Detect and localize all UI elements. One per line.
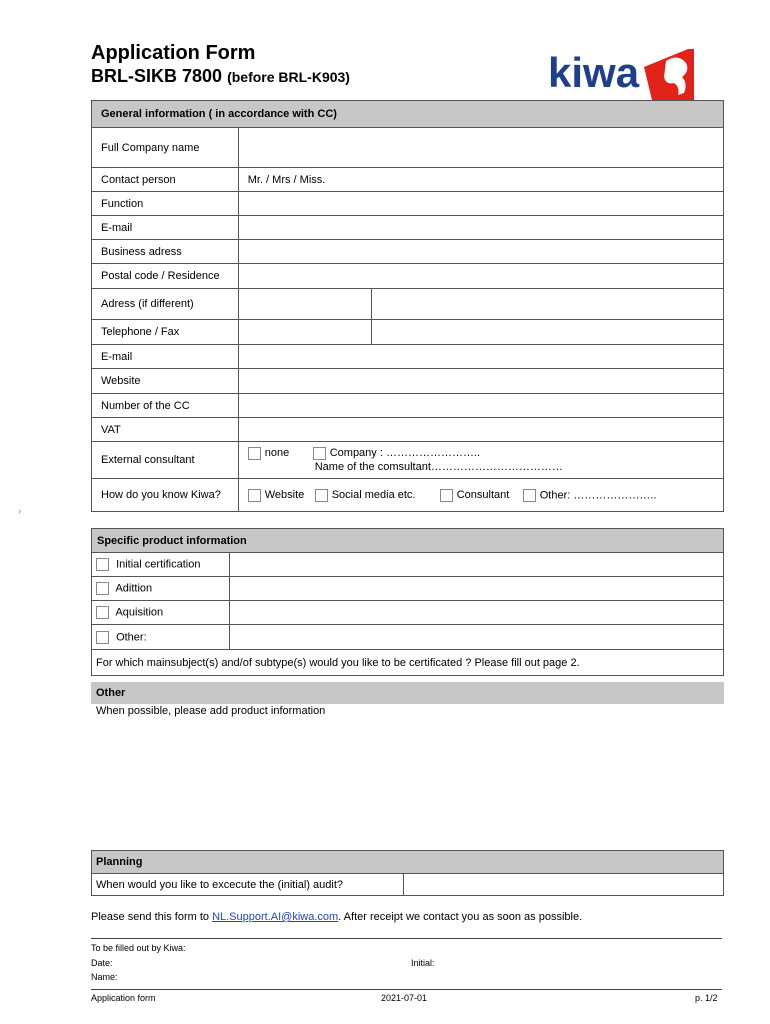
send-instruction	[91, 911, 582, 923]
input-cc[interactable]	[238, 394, 723, 418]
other-heading: Other	[91, 682, 724, 704]
label-know-kiwa: How do you know Kiwa?	[92, 479, 239, 512]
know-kiwa-options	[238, 479, 723, 512]
subtitle-main: BRL-SIKB 7800	[91, 66, 223, 86]
option-other: Other: …………………..	[539, 488, 657, 501]
label-function: Function	[92, 192, 239, 216]
checkbox-social[interactable]	[315, 489, 328, 502]
label-company: Full Company name	[92, 128, 239, 168]
label-email: E-mail	[92, 216, 239, 240]
planning-question: When would you like to excecute the (initial) audit?	[92, 874, 404, 896]
checkbox-addition[interactable]	[96, 582, 109, 595]
consultant-options	[238, 442, 723, 479]
planning-heading: Planning	[92, 851, 724, 874]
input-initial[interactable]	[229, 553, 723, 577]
checkbox-product-other[interactable]	[96, 631, 109, 644]
input-telephone[interactable]	[238, 320, 371, 345]
label-postal: Postal code / Residence	[92, 264, 239, 289]
input-product-other[interactable]	[229, 625, 723, 650]
kiwa-logo	[548, 47, 694, 100]
label-business: Business adress	[92, 240, 239, 264]
option-addition: Adittion	[115, 582, 153, 595]
footer-date: 2021-07-01	[381, 993, 428, 1003]
checkbox-none[interactable]	[248, 447, 261, 460]
product-info-table	[91, 528, 724, 676]
option-company: Company : ……………………..	[329, 447, 481, 459]
input-address-b[interactable]	[371, 289, 723, 320]
option-consultant-name: Name of the comsultant………………………………	[314, 461, 563, 473]
input-addition[interactable]	[229, 577, 723, 601]
other-text: When possible, please add product information	[96, 705, 326, 717]
option-product-other: Other:	[116, 630, 147, 643]
checkbox-initial[interactable]	[96, 558, 109, 571]
input-function[interactable]	[238, 192, 723, 216]
form-subtitle	[91, 66, 350, 87]
label-consultant: External consultant	[92, 442, 239, 479]
footer-page: p. 1/2	[695, 993, 718, 1003]
kiwa-fill-label: To be filled out by Kiwa:	[91, 943, 186, 953]
support-email-link[interactable]: NL.Support.AI@kiwa.com	[212, 911, 339, 923]
input-contact[interactable]: Mr. / Mrs / Miss.	[238, 168, 723, 192]
product-info-heading: Specific product information	[92, 529, 724, 553]
label-address: Adress (if different)	[92, 289, 239, 320]
input-website[interactable]	[238, 369, 723, 394]
label-email-2: E-mail	[92, 345, 239, 369]
divider-kiwa	[91, 938, 722, 939]
send-before: Please send this form to	[91, 911, 213, 923]
input-email-2[interactable]	[238, 345, 723, 369]
general-info-table	[91, 100, 724, 512]
planning-table	[91, 850, 724, 896]
option-acquisition: Aquisition	[115, 606, 164, 619]
option-consultant: Consultant	[456, 488, 510, 501]
input-company[interactable]	[238, 128, 723, 168]
label-cc: Number of the CC	[92, 394, 239, 418]
checkbox-company[interactable]	[313, 447, 326, 460]
input-audit-date[interactable]	[403, 874, 723, 896]
label-website: Website	[92, 369, 239, 394]
kiwa-fill-initial: Initial:	[411, 958, 435, 968]
logo-text: kiwa	[548, 49, 640, 96]
checkbox-acquisition[interactable]	[96, 606, 109, 619]
label-contact: Contact person	[92, 168, 239, 192]
input-fax[interactable]	[371, 320, 723, 345]
checkbox-other[interactable]	[523, 489, 536, 502]
input-postal[interactable]	[238, 264, 723, 289]
kiwa-fill-date: Date:	[91, 958, 113, 968]
divider-footer	[91, 989, 722, 990]
input-business[interactable]	[238, 240, 723, 264]
label-vat: VAT	[92, 418, 239, 442]
option-website: Website	[264, 488, 305, 501]
chevron-right-icon: ›	[18, 506, 22, 517]
input-email[interactable]	[238, 216, 723, 240]
send-after: . After receipt we contact you as soon as possible.	[338, 911, 583, 923]
input-acquisition[interactable]	[229, 601, 723, 625]
subtitle-note: (before BRL-K903)	[227, 69, 350, 85]
input-address-a[interactable]	[238, 289, 371, 320]
checkbox-website[interactable]	[248, 489, 261, 502]
input-vat[interactable]	[238, 418, 723, 442]
product-note: For which mainsubject(s) and/of subtype(s) would you like to be certificated ? Please fill out page 2.	[92, 650, 724, 676]
option-none: none	[264, 447, 290, 459]
checkbox-consultant[interactable]	[440, 489, 453, 502]
general-info-heading: General information ( in accordance with CC)	[92, 101, 724, 128]
option-initial: Initial certification	[116, 558, 201, 571]
kiwa-fill-name: Name:	[91, 972, 118, 982]
label-telephone: Telephone / Fax	[92, 320, 239, 345]
form-title: Application Form	[91, 42, 256, 64]
option-social: Social media etc.	[331, 488, 416, 501]
footer-left: Application form	[91, 993, 156, 1003]
